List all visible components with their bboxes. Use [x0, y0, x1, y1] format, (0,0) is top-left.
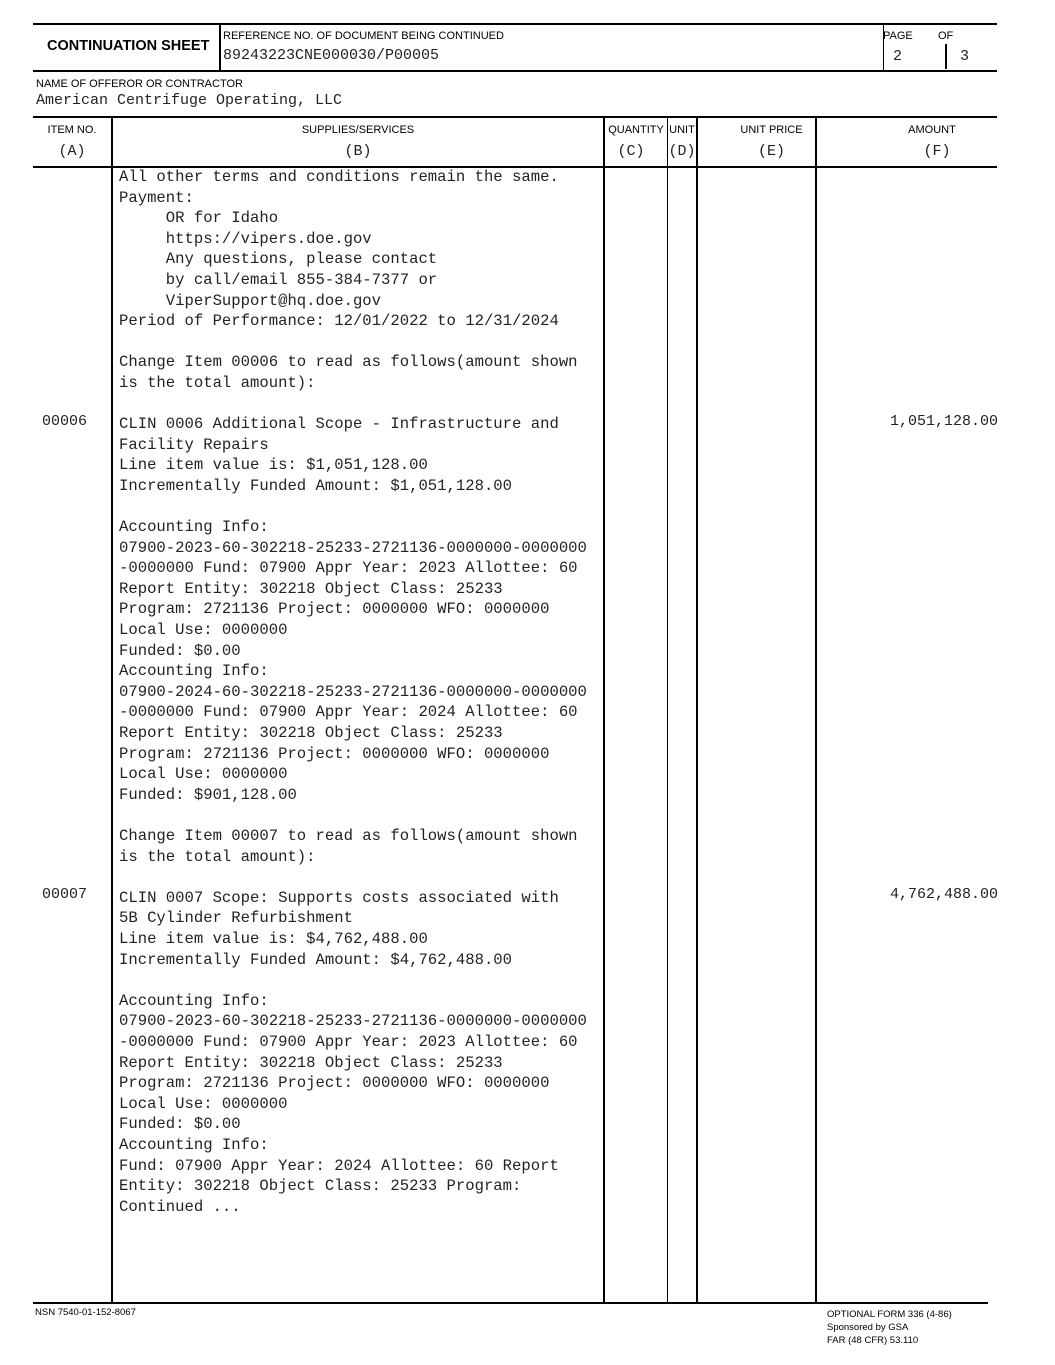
body-line: [119, 970, 587, 991]
nsn-number: NSN 7540-01-152-8067: [35, 1307, 136, 1318]
body-line: Funded: $901,128.00: [119, 785, 297, 804]
body-line: Incrementally Funded Amount: $1,051,128.00: [119, 476, 513, 495]
page-number: 2: [893, 48, 903, 65]
of-label: OF: [938, 30, 954, 42]
body-line: [119, 805, 587, 826]
body-line: -0000000 Fund: 07900 Appr Year: 2023 Allottee: 60: [119, 1032, 578, 1051]
body-line: by call/email 855-384-7377 or: [119, 270, 438, 289]
body-line: 5B Cylinder Refurbishment: [119, 909, 353, 928]
reference-number: 89243223CNE000030/P00005: [223, 47, 440, 64]
body-line: https://vipers.doe.gov: [119, 229, 372, 248]
column-letter-d: (D): [668, 143, 696, 160]
body-line: Report Entity: 302218 Object Class: 25233: [119, 579, 503, 598]
table-top-rule: [33, 116, 997, 118]
body-line: Any questions, please contact: [119, 250, 438, 269]
form-number: OPTIONAL FORM 336 (4-86): [827, 1309, 952, 1320]
table-bottom-rule: [33, 1302, 988, 1304]
body-line: Continued ...: [119, 1197, 241, 1216]
body-line: 07900-2023-60-302218-25233-2721136-0000000-0000000: [119, 538, 587, 557]
header-bottom-rule: [33, 70, 997, 72]
body-line: Program: 2721136 Project: 0000000 WFO: 0000000: [119, 1074, 550, 1093]
body-line: Local Use: 0000000: [119, 765, 288, 784]
body-line: Accounting Info:: [119, 991, 269, 1010]
body-line: Facility Repairs: [119, 435, 269, 454]
body-line: Accounting Info:: [119, 518, 269, 537]
item-number: 00007: [42, 886, 88, 903]
body-line: 07900-2023-60-302218-25233-2721136-0000000-0000000: [119, 1012, 587, 1031]
body-line: [119, 332, 587, 353]
body-line: is the total amount):: [119, 847, 316, 866]
column-letter-c: (C): [617, 143, 645, 160]
body-line: ViperSupport@hq.doe.gov: [119, 291, 382, 310]
body-line: Funded: $0.00: [119, 1115, 241, 1134]
body-line: Funded: $0.00: [119, 641, 241, 660]
item-number: 00006: [42, 413, 88, 430]
body-line: Accounting Info:: [119, 662, 269, 681]
column-divider-e: [815, 116, 817, 1302]
offeror-name: American Centrifuge Operating, LLC: [36, 92, 343, 109]
body-line: CLIN 0006 Additional Scope - Infrastructure and: [119, 415, 559, 434]
body-line: Entity: 302218 Object Class: 25233 Program:: [119, 1177, 522, 1196]
column-letter-e: (E): [757, 143, 785, 160]
body-line: Accounting Info:: [119, 1135, 269, 1154]
item-amount: 4,762,488.00: [889, 886, 998, 903]
item-amount: 1,051,128.00: [889, 413, 998, 430]
body-line: is the total amount):: [119, 373, 316, 392]
column-letter-f: (F): [923, 143, 951, 160]
body-line: Change Item 00006 to read as follows(amount shown: [119, 353, 578, 372]
body-line: [119, 867, 587, 888]
header-top-rule: [33, 23, 997, 25]
body-line: Line item value is: $4,762,488.00: [119, 929, 428, 948]
body-line: Line item value is: $1,051,128.00: [119, 456, 428, 475]
column-divider-a: [111, 116, 113, 1302]
supplies-services-text: [119, 167, 587, 1217]
body-line: [119, 394, 587, 415]
page-total: 3: [960, 48, 970, 65]
body-line: -0000000 Fund: 07900 Appr Year: 2024 Allottee: 60: [119, 703, 578, 722]
body-line: All other terms and conditions remain the same.: [119, 168, 559, 186]
reference-label: REFERENCE NO. OF DOCUMENT BEING CONTINUED: [223, 30, 504, 42]
body-line: Report Entity: 302218 Object Class: 25233: [119, 724, 503, 743]
column-header-supplies: SUPPLIES/SERVICES: [301, 124, 415, 136]
body-line: Report Entity: 302218 Object Class: 25233: [119, 1053, 503, 1072]
body-line: [119, 497, 587, 518]
form-title: CONTINUATION SHEET: [47, 38, 210, 54]
column-letter-a: (A): [58, 143, 86, 160]
body-line: 07900-2024-60-302218-25233-2721136-0000000-0000000: [119, 682, 587, 701]
column-header-quantity: QUANTITY: [608, 124, 664, 136]
column-header-amount: AMOUNT: [908, 124, 956, 136]
page-label: PAGE: [883, 30, 913, 42]
form-sponsor: Sponsored by GSA: [827, 1322, 909, 1333]
column-header-unit: UNIT: [669, 124, 695, 136]
body-line: -0000000 Fund: 07900 Appr Year: 2023 Allottee: 60: [119, 559, 578, 578]
column-divider-c: [667, 116, 668, 1302]
body-line: Program: 2721136 Project: 0000000 WFO: 0000000: [119, 600, 550, 619]
form-regulation: FAR (48 CFR) 53.110: [827, 1335, 919, 1346]
body-line: Payment:: [119, 188, 194, 207]
column-header-unit-price: UNIT PRICE: [740, 124, 803, 136]
offeror-label: NAME OF OFFEROR OR CONTRACTOR: [36, 78, 243, 90]
page-of-divider: [945, 44, 947, 69]
body-line: OR for Idaho: [119, 209, 279, 228]
body-line: Fund: 07900 Appr Year: 2024 Allottee: 60 Report: [119, 1156, 559, 1175]
body-line: CLIN 0007 Scope: Supports costs associated with: [119, 888, 559, 907]
body-line: Change Item 00007 to read as follows(amount shown: [119, 827, 578, 845]
column-letter-b: (B): [344, 143, 372, 160]
body-line: Incrementally Funded Amount: $4,762,488.00: [119, 950, 513, 969]
body-line: Local Use: 0000000: [119, 621, 288, 640]
header-divider: [219, 23, 221, 71]
column-header-item-no: ITEM NO.: [47, 124, 97, 136]
body-line: Local Use: 0000000: [119, 1094, 288, 1113]
column-divider-b: [603, 116, 605, 1302]
body-line: Period of Performance: 12/01/2022 to 12/31/2024: [119, 312, 559, 331]
column-divider-d: [696, 116, 698, 1302]
body-line: Program: 2721136 Project: 0000000 WFO: 0000000: [119, 744, 550, 763]
